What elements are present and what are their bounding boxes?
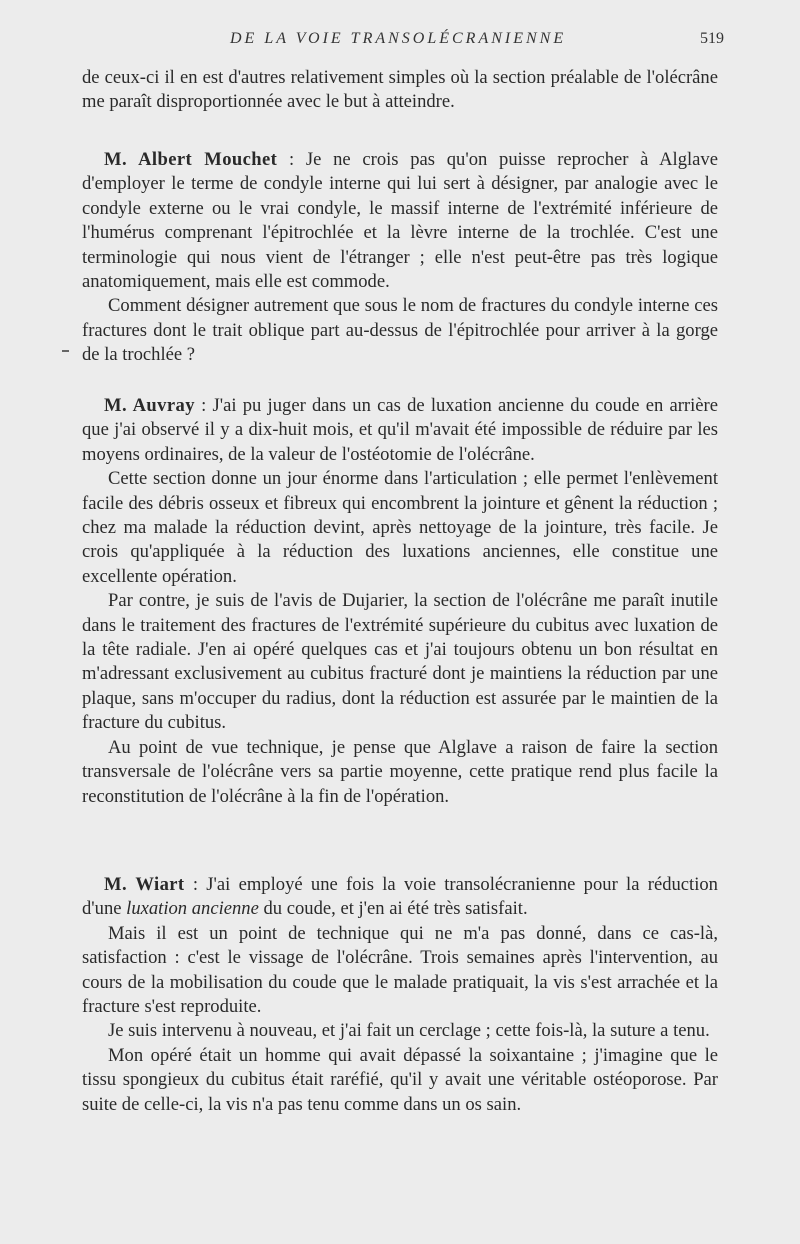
wiart-paragraph-1 (82, 873, 718, 922)
auvray-paragraph-3: Par contre, je suis de l'avis de Dujarier, la section de l'olécrâne me paraît inutile dans le traitement des fractures de l'extrémité supérieure du cubitus avec luxation de la tête radiale. J'en ai opéré quelques cas et j'ai toujours obtenu un bon résultat en m'adressant exclusivement au cubitus fracturé dont je maintiens la réduction par une plaque, sans m'occuper du radius, dont la réduction est assurée par le maintien de la fracture du cubitus. (82, 590, 718, 734)
wiart-paragraph-4: Mon opéré était un homme qui avait dépassé la soixantaine ; j'imagine que le tissu spongieux du cubitus était raréfié, qu'il y avait une véritable ostéoporose. Par suite de celle-ci, la vis n'a pas tenu comme dans un os sain. (82, 1044, 718, 1115)
auvray-paragraph-4: Au point de vue technique, je pense que Alglave a raison de faire la section transversale de l'olécrâne vers sa partie moyenne, cette pratique rend plus facile la reconstitution de l'olécrâne à la fin de l'opération. (82, 736, 718, 807)
wiart-paragraph-3: Je suis intervenu à nouveau, et j'ai fait un cerclage ; cette fois-là, la suture a tenu. (108, 1020, 710, 1042)
mouchet-intervention (82, 148, 718, 368)
wiart-intervention (82, 873, 718, 1117)
speaker-name-mouchet: M. Albert Mouchet (104, 149, 278, 170)
auvray-intervention (82, 394, 718, 809)
speaker-name-auvray: M. Auvray (104, 395, 195, 416)
speaker-name-wiart: M. Wiart (104, 874, 185, 895)
margin-mark (62, 350, 69, 352)
mouchet-paragraph-1 (82, 148, 718, 294)
wiart-text-1b: du coude, et j'en ai été très satisfait. (258, 898, 528, 920)
wiart-emphasis: luxation ancienne (126, 898, 259, 920)
wiart-paragraph-2: Mais il est un point de technique qui ne m'a pas donné, dans ce cas-là, satisfaction : c'est le vissage de l'olécrâne. Trois semaines après l'intervention, au cours de la mobilisation du coude que le malade pratiquait, la vis s'est arrachée et la fracture s'est reproduite. (82, 922, 718, 1018)
auvray-text-1: : J'ai pu juger dans un cas de luxation ancienne du coude en arrière que j'ai observé il y a dix-huit mois, et qu'il m'avait été impossible de réduire par les moyens ordinaires, de la valeur de l'ostéotomie de l'olécrâne. (82, 395, 718, 465)
page-number: 519 (700, 30, 724, 47)
intro-block (82, 66, 718, 115)
wiart-text-1a: : J'ai employé une fois la voie transolécranienne pour la réduction d'une (82, 874, 718, 920)
intro-paragraph: de ceux-ci il en est d'autres relativement simples où la section préalable de l'olécrâne me paraît disproportionnée avec le but à atteindre. (82, 67, 718, 113)
auvray-paragraph-1 (82, 394, 718, 467)
running-title: DE LA VOIE TRANSOLÉCRANIENNE (230, 30, 567, 47)
mouchet-text-1: : Je ne crois pas qu'on puisse reprocher à Alglave d'employer le terme de condyle interne qui lui sert à désigner, par analogie avec le condyle externe ou le vrai condyle, le massif interne de l'extrémité inférieure de l'humérus comprenant l'épitrochlée et la lèvre interne de la trochlée. C'est une terminologie qui nous vient de l'étranger ; elle n'est peut-être pas très logique anatomiquement, mais elle est commode. (82, 149, 718, 293)
mouchet-paragraph-2: Comment désigner autrement que sous le nom de fractures du condyle interne ces fractures dont le trait oblique part au-dessus de l'épitrochlée pour arriver à la gorge de la trochlée ? (82, 295, 718, 366)
running-head (0, 30, 800, 54)
auvray-paragraph-2: Cette section donne un jour énorme dans l'articulation ; elle permet l'enlèvement facile des débris osseux et fibreux qui encombrent la jointure et gênent la réduction ; chez ma malade la réduction devint, après nettoyage de la jointure, très facile. Je crois qu'appliquée à la réduction des luxations anciennes, elle constitue une excellente opération. (82, 468, 718, 587)
